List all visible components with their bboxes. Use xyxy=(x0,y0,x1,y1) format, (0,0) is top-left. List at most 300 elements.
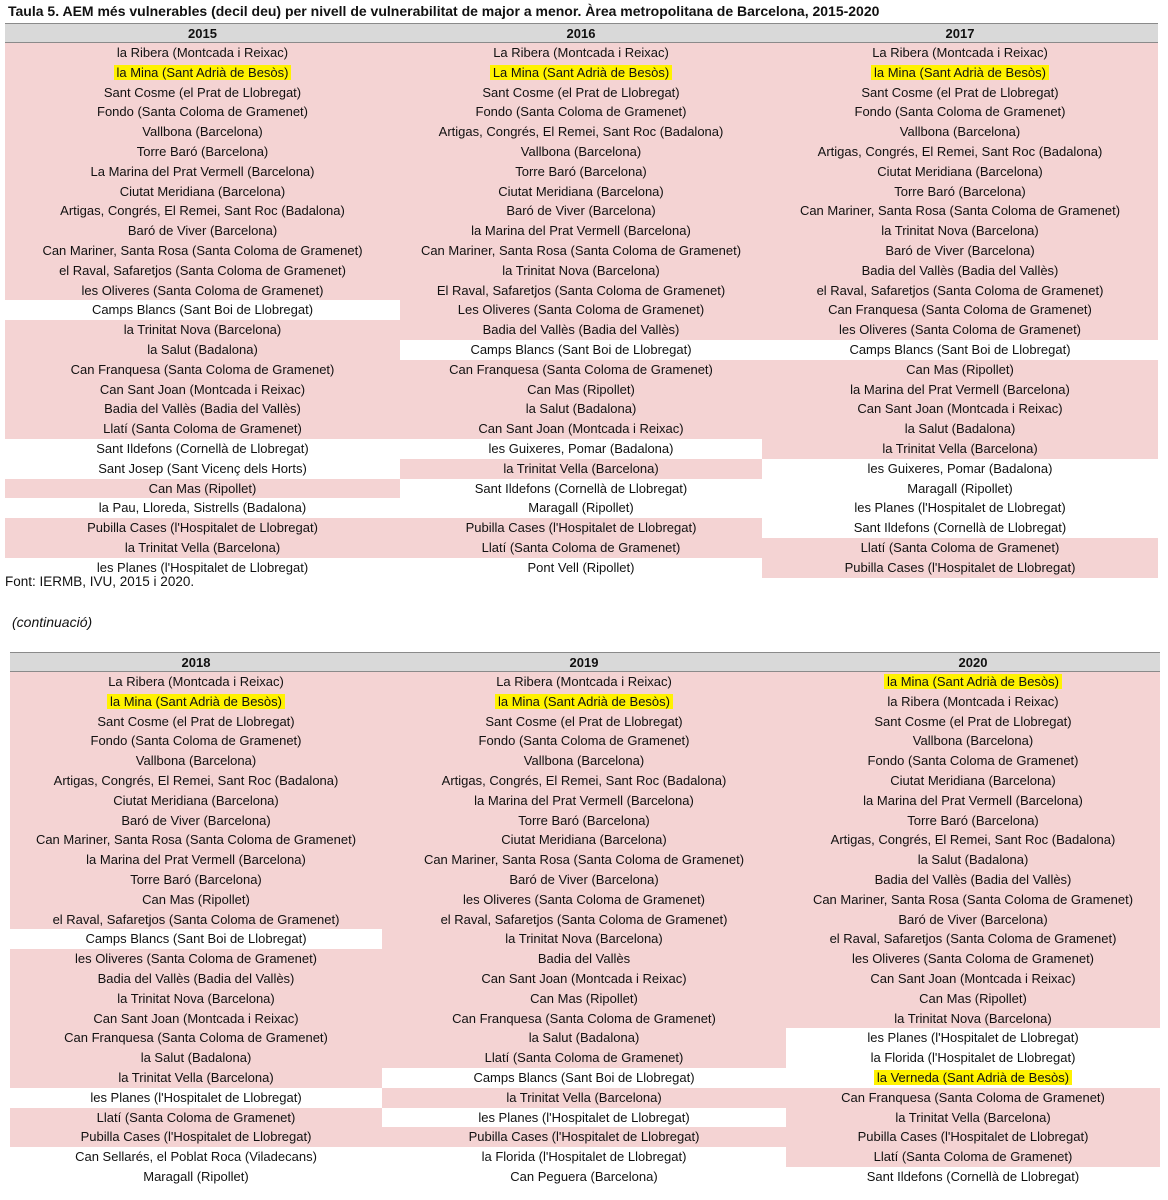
area-name: les Oliveres (Santa Coloma de Gramenet) xyxy=(74,951,318,967)
table-cell xyxy=(10,949,382,969)
area-name: Camps Blancs (Sant Boi de Llobregat) xyxy=(85,931,307,947)
highlighted-area-name: La Mina (Sant Adrià de Besòs) xyxy=(490,65,672,80)
table-cell xyxy=(10,910,382,930)
table-cell xyxy=(5,340,400,360)
table-cell xyxy=(10,830,382,850)
source-note: Font: IERMB, IVU, 2015 i 2020. xyxy=(5,574,195,589)
table-cell xyxy=(400,102,762,122)
area-name: Can Sant Joan (Montcada i Reixac) xyxy=(481,970,687,986)
area-name: Ciutat Meridiana (Barcelona) xyxy=(119,183,286,199)
area-name: la Salut (Badalona) xyxy=(917,852,1029,868)
area-name: Camps Blancs (Sant Boi de Llobregat) xyxy=(470,341,692,357)
table-cell xyxy=(382,1147,786,1167)
table-cell xyxy=(786,890,1160,910)
area-name: Pubilla Cases (l'Hospitalet de Llobregat) xyxy=(857,1129,1089,1145)
table-cell xyxy=(786,692,1160,712)
area-name: Fondo (Santa Coloma de Gramenet) xyxy=(475,104,687,120)
table-cell xyxy=(382,811,786,831)
area-name: Can Franquesa (Santa Coloma de Gramenet) xyxy=(70,361,335,377)
table-cell xyxy=(382,1048,786,1068)
table-cell xyxy=(762,399,1158,419)
table-cell xyxy=(10,1108,382,1128)
area-name: El Raval, Safaretjos (Santa Coloma de Gramenet) xyxy=(436,282,726,298)
area-name: el Raval, Safaretjos (Santa Coloma de Gramenet) xyxy=(816,282,1104,298)
table-cell xyxy=(10,850,382,870)
area-name: La Ribera (Montcada i Reixac) xyxy=(872,45,1048,60)
table-cell xyxy=(762,340,1158,360)
table-cell xyxy=(382,949,786,969)
table-cell xyxy=(382,870,786,890)
table-cell xyxy=(786,870,1160,890)
table-cell xyxy=(5,518,400,538)
table-cell xyxy=(762,538,1158,558)
area-name: la Trinitat Nova (Barcelona) xyxy=(502,262,660,278)
area-name: Can Peguera (Barcelona) xyxy=(510,1168,658,1184)
table-cell xyxy=(786,1147,1160,1167)
area-name: Badia del Vallès (Badia del Vallès) xyxy=(874,871,1072,887)
area-name: Badia del Vallès (Badia del Vallès) xyxy=(482,322,680,338)
table-cell xyxy=(786,1048,1160,1068)
area-name: la Marina del Prat Vermell (Barcelona) xyxy=(471,223,691,239)
column-header-2017: 2017 xyxy=(762,23,1158,43)
column-header-2015: 2015 xyxy=(5,23,400,43)
table-cell xyxy=(786,731,1160,751)
table-cell xyxy=(762,320,1158,340)
table-cell xyxy=(762,479,1158,499)
area-name: Baró de Viver (Barcelona) xyxy=(506,203,656,219)
area-name: Can Mariner, Santa Rosa (Santa Coloma de Gramenet) xyxy=(420,242,742,258)
table-cell xyxy=(5,201,400,221)
area-name: Sant Cosme (el Prat de Llobregat) xyxy=(874,713,1072,729)
area-name: les Guixeres, Pomar (Badalona) xyxy=(867,460,1053,476)
area-name: Torre Baró (Barcelona) xyxy=(136,143,269,159)
table-cell xyxy=(762,360,1158,380)
area-name: les Planes (l'Hospitalet de Llobregat) xyxy=(90,1089,302,1105)
area-name: la Florida (l'Hospitalet de Llobregat) xyxy=(870,1050,1076,1066)
area-name: Camps Blancs (Sant Boi de Llobregat) xyxy=(91,302,314,318)
column-header-2018: 2018 xyxy=(10,652,382,672)
table-cell xyxy=(10,712,382,732)
table-cell xyxy=(786,712,1160,732)
table-cell xyxy=(5,459,400,479)
table-cell xyxy=(400,459,762,479)
area-name: Baró de Viver (Barcelona) xyxy=(885,242,1035,258)
area-name: la Trinitat Vella (Barcelona) xyxy=(124,539,281,555)
table-cell xyxy=(400,162,762,182)
table-cell xyxy=(400,122,762,142)
table-cell xyxy=(10,731,382,751)
column-2016 xyxy=(400,23,762,578)
vulnerability-table-2018-2020 xyxy=(10,652,1160,1187)
area-name: Pubilla Cases (l'Hospitalet de Llobregat) xyxy=(80,1129,312,1145)
area-name: Sant Cosme (el Prat de Llobregat) xyxy=(485,713,683,729)
area-name: les Guixeres, Pomar (Badalona) xyxy=(488,440,674,456)
table-cell xyxy=(400,399,762,419)
table-cell xyxy=(762,558,1158,578)
table-cell xyxy=(400,261,762,281)
area-name: Artigas, Congrés, El Remei, Sant Roc (Badalona) xyxy=(438,124,724,140)
table-cell xyxy=(10,771,382,791)
table-cell xyxy=(762,439,1158,459)
area-name: Can Franquesa (Santa Coloma de Gramenet) xyxy=(452,1010,716,1026)
area-name: Pubilla Cases (l'Hospitalet de Llobregat) xyxy=(468,1129,700,1145)
table-cell xyxy=(5,538,400,558)
table-cell xyxy=(762,281,1158,301)
area-name: les Planes (l'Hospitalet de Llobregat) xyxy=(854,500,1066,516)
table-cell xyxy=(5,102,400,122)
area-name: La Ribera (Montcada i Reixac) xyxy=(496,674,672,689)
area-name: Sant Josep (Sant Vicenç dels Horts) xyxy=(98,460,307,476)
area-name: Can Mariner, Santa Rosa (Santa Coloma de Gramenet) xyxy=(42,242,363,258)
area-name: Llatí (Santa Coloma de Gramenet) xyxy=(96,1109,296,1125)
table-cell xyxy=(786,1127,1160,1147)
continuation-label: (continuació) xyxy=(12,614,93,630)
area-name: Maragall (Ripollet) xyxy=(143,1168,249,1184)
table-cell xyxy=(786,929,1160,949)
area-name: Llatí (Santa Coloma de Gramenet) xyxy=(103,421,302,437)
table-cell xyxy=(382,1068,786,1088)
table-cell xyxy=(762,518,1158,538)
table-cell xyxy=(400,221,762,241)
area-name: Ciutat Meridiana (Barcelona) xyxy=(890,772,1056,788)
table-cell xyxy=(400,63,762,83)
area-name: Can Sant Joan (Montcada i Reixac) xyxy=(93,1010,299,1026)
area-name: Torre Baró (Barcelona) xyxy=(130,871,262,887)
area-name: Badia del Vallès (Badia del Vallès) xyxy=(861,262,1059,278)
table-cell xyxy=(400,43,762,63)
table-cell xyxy=(5,300,400,320)
column-2018 xyxy=(10,652,382,1187)
area-name: Llatí (Santa Coloma de Gramenet) xyxy=(481,539,681,555)
table-cell xyxy=(762,122,1158,142)
area-name: La Marina del Prat Vermell (Barcelona) xyxy=(90,163,315,179)
area-name: la Salut (Badalona) xyxy=(525,401,637,417)
table-cell xyxy=(400,300,762,320)
table-cell xyxy=(786,850,1160,870)
area-name: les Oliveres (Santa Coloma de Gramenet) xyxy=(851,951,1095,967)
area-name: Llatí (Santa Coloma de Gramenet) xyxy=(860,539,1060,555)
area-name: Vallbona (Barcelona) xyxy=(523,753,645,769)
area-name: Les Oliveres (Santa Coloma de Gramenet) xyxy=(457,302,705,318)
table-cell xyxy=(400,439,762,459)
area-name: Can Mas (Ripollet) xyxy=(148,480,257,496)
table-cell xyxy=(5,83,400,103)
table-cell xyxy=(10,890,382,910)
table-cell xyxy=(10,929,382,949)
table-cell xyxy=(10,1048,382,1068)
table-cell xyxy=(786,751,1160,771)
table-cell xyxy=(382,1088,786,1108)
area-name: Artigas, Congrés, El Remei, Sant Roc (Badalona) xyxy=(441,772,727,788)
table-cell xyxy=(10,989,382,1009)
area-name: Can Franquesa (Santa Coloma de Gramenet) xyxy=(841,1089,1105,1105)
table-cell xyxy=(762,162,1158,182)
table-cell xyxy=(786,791,1160,811)
highlighted-area-name: la Mina (Sant Adrià de Besòs) xyxy=(107,694,285,709)
table-cell xyxy=(10,870,382,890)
area-name: la Trinitat Nova (Barcelona) xyxy=(881,223,1039,239)
area-name: Ciutat Meridiana (Barcelona) xyxy=(501,832,667,848)
table-cell xyxy=(786,969,1160,989)
area-name: les Oliveres (Santa Coloma de Gramenet) xyxy=(462,891,706,907)
area-name: Can Franquesa (Santa Coloma de Gramenet) xyxy=(828,302,1092,318)
table-cell xyxy=(5,182,400,202)
table-cell xyxy=(5,241,400,261)
table-cell xyxy=(382,1167,786,1187)
area-name: Artigas, Congrés, El Remei, Sant Roc (Badalona) xyxy=(830,832,1116,848)
area-name: Ciutat Meridiana (Barcelona) xyxy=(113,792,279,808)
area-name: Ciutat Meridiana (Barcelona) xyxy=(877,163,1043,179)
table-cell xyxy=(10,1167,382,1187)
table-cell xyxy=(762,300,1158,320)
area-name: la Trinitat Nova (Barcelona) xyxy=(505,931,663,947)
area-name: Llatí (Santa Coloma de Gramenet) xyxy=(873,1149,1073,1165)
column-header-2020: 2020 xyxy=(786,652,1160,672)
table-cell xyxy=(10,1127,382,1147)
area-name: el Raval, Safaretjos (Santa Coloma de Gramenet) xyxy=(52,911,340,927)
area-name: Vallbona (Barcelona) xyxy=(142,124,263,140)
table-cell xyxy=(5,142,400,162)
area-name: Badia del Vallès (Badia del Vallès) xyxy=(104,401,301,417)
table-cell xyxy=(400,241,762,261)
area-name: Camps Blancs (Sant Boi de Llobregat) xyxy=(473,1069,695,1085)
area-name: la Salut (Badalona) xyxy=(528,1030,640,1046)
column-2020 xyxy=(786,652,1160,1187)
table-cell xyxy=(5,399,400,419)
table-cell xyxy=(786,1009,1160,1029)
area-name: Can Mariner, Santa Rosa (Santa Coloma de Gramenet) xyxy=(423,852,745,868)
area-name: la Salut (Badalona) xyxy=(904,421,1016,437)
area-name: Sant Ildefons (Cornellà de Llobregat) xyxy=(474,480,688,496)
table-cell xyxy=(382,910,786,930)
table-cell xyxy=(762,63,1158,83)
table-cell xyxy=(762,221,1158,241)
table-cell xyxy=(10,791,382,811)
area-name: La Ribera (Montcada i Reixac) xyxy=(493,45,669,60)
area-name: Artigas, Congrés, El Remei, Sant Roc (Badalona) xyxy=(60,203,345,219)
area-name: la Trinitat Nova (Barcelona) xyxy=(894,1010,1052,1026)
table-cell xyxy=(786,1167,1160,1187)
table-cell xyxy=(400,479,762,499)
highlighted-area-name: la Verneda (Sant Adrià de Besòs) xyxy=(874,1070,1072,1085)
highlighted-area-name: la Mina (Sant Adrià de Besòs) xyxy=(884,674,1062,689)
area-name: Maragall (Ripollet) xyxy=(528,500,634,516)
area-name: Artigas, Congrés, El Remei, Sant Roc (Badalona) xyxy=(53,772,339,788)
table-cell xyxy=(762,241,1158,261)
area-name: Can Mariner, Santa Rosa (Santa Coloma de Gramenet) xyxy=(812,891,1134,907)
area-name: la Marina del Prat Vermell (Barcelona) xyxy=(863,792,1083,808)
area-name: Torre Baró (Barcelona) xyxy=(518,812,650,828)
table-cell xyxy=(10,969,382,989)
area-name: Can Mariner, Santa Rosa (Santa Coloma de Gramenet) xyxy=(799,203,1121,219)
table-cell xyxy=(762,142,1158,162)
area-name: Fondo (Santa Coloma de Gramenet) xyxy=(97,104,308,120)
column-header-2016: 2016 xyxy=(400,23,762,43)
area-name: Baró de Viver (Barcelona) xyxy=(509,871,659,887)
area-name: Ciutat Meridiana (Barcelona) xyxy=(498,183,664,199)
table-cell xyxy=(5,122,400,142)
area-name: Sant Cosme (el Prat de Llobregat) xyxy=(103,84,302,100)
table-cell xyxy=(382,929,786,949)
highlighted-area-name: la Mina (Sant Adrià de Besòs) xyxy=(114,65,292,80)
table-cell xyxy=(382,850,786,870)
area-name: Sant Ildefons (Cornellà de Llobregat) xyxy=(96,440,309,456)
table-title: Taula 5. AEM més vulnerables (decil deu) per nivell de vulnerabilitat de major a menor. Àrea metropolitana de Barcelona, 2015-2020 xyxy=(8,3,880,19)
table-cell xyxy=(786,1088,1160,1108)
column-2017 xyxy=(762,23,1158,578)
area-name: la Marina del Prat Vermell (Barcelona) xyxy=(474,792,694,808)
table-cell xyxy=(382,1028,786,1048)
table-cell xyxy=(382,791,786,811)
table-cell xyxy=(382,1127,786,1147)
table-cell xyxy=(400,360,762,380)
table-cell xyxy=(5,63,400,83)
area-name: Baró de Viver (Barcelona) xyxy=(898,911,1048,927)
table-cell xyxy=(762,102,1158,122)
area-name: Sant Ildefons (Cornellà de Llobregat) xyxy=(853,520,1067,536)
area-name: la Pau, Lloreda, Sistrells (Badalona) xyxy=(98,500,307,516)
area-name: Can Mas (Ripollet) xyxy=(906,361,1014,377)
table-cell xyxy=(382,672,786,692)
table-cell xyxy=(382,751,786,771)
area-name: Can Mas (Ripollet) xyxy=(527,381,635,397)
table-cell xyxy=(786,811,1160,831)
table-cell xyxy=(786,949,1160,969)
area-name: Fondo (Santa Coloma de Gramenet) xyxy=(854,104,1066,120)
table-cell xyxy=(400,320,762,340)
area-name: Sant Cosme (el Prat de Llobregat) xyxy=(482,84,680,100)
area-name: Sant Ildefons (Cornellà de Llobregat) xyxy=(866,1168,1080,1184)
table-cell xyxy=(400,340,762,360)
area-name: Can Sant Joan (Montcada i Reixac) xyxy=(870,970,1076,986)
table-cell xyxy=(382,890,786,910)
area-name: la Trinitat Vella (Barcelona) xyxy=(882,440,1038,456)
area-name: el Raval, Safaretjos (Santa Coloma de Gramenet) xyxy=(59,262,346,278)
table-cell xyxy=(5,498,400,518)
area-name: Can Sant Joan (Montcada i Reixac) xyxy=(99,381,306,397)
area-name: les Planes (l'Hospitalet de Llobregat) xyxy=(478,1109,690,1125)
area-name: Pubilla Cases (l'Hospitalet de Llobregat) xyxy=(465,520,697,536)
highlighted-area-name: la Mina (Sant Adrià de Besòs) xyxy=(871,65,1049,80)
table-cell xyxy=(762,419,1158,439)
area-name: Can Mariner, Santa Rosa (Santa Coloma de Gramenet) xyxy=(35,832,357,848)
area-name: la Trinitat Nova (Barcelona) xyxy=(117,990,275,1006)
table-cell xyxy=(5,221,400,241)
area-name: Pubilla Cases (l'Hospitalet de Llobregat) xyxy=(87,520,318,536)
area-name: Sant Cosme (el Prat de Llobregat) xyxy=(97,713,295,729)
area-name: Badia del Vallès xyxy=(537,951,631,967)
area-name: Can Franquesa (Santa Coloma de Gramenet) xyxy=(64,1030,328,1046)
table-cell xyxy=(10,1147,382,1167)
area-name: les Oliveres (Santa Coloma de Gramenet) xyxy=(81,282,324,298)
table-cell xyxy=(762,459,1158,479)
table-cell xyxy=(382,712,786,732)
area-name: les Planes (l'Hospitalet de Llobregat) xyxy=(867,1030,1079,1046)
area-name: el Raval, Safaretjos (Santa Coloma de Gramenet) xyxy=(440,911,728,927)
area-name: la Marina del Prat Vermell (Barcelona) xyxy=(850,381,1070,397)
table-cell xyxy=(786,771,1160,791)
table-cell xyxy=(5,419,400,439)
table-cell xyxy=(762,261,1158,281)
table-cell xyxy=(400,83,762,103)
table-cell xyxy=(5,439,400,459)
area-name: Can Franquesa (Santa Coloma de Gramenet) xyxy=(449,361,713,377)
table-cell xyxy=(5,162,400,182)
table-cell xyxy=(10,672,382,692)
area-name: la Trinitat Vella (Barcelona) xyxy=(118,1069,274,1085)
table-cell xyxy=(400,380,762,400)
table-cell xyxy=(10,1028,382,1048)
table-cell xyxy=(382,969,786,989)
area-name: la Trinitat Vella (Barcelona) xyxy=(506,1089,662,1105)
table-cell xyxy=(10,751,382,771)
highlighted-area-name: la Mina (Sant Adrià de Besòs) xyxy=(495,694,673,709)
table-cell xyxy=(382,830,786,850)
column-2015 xyxy=(5,23,400,578)
table-cell xyxy=(5,360,400,380)
area-name: Vallbona (Barcelona) xyxy=(912,733,1034,749)
area-name: Camps Blancs (Sant Boi de Llobregat) xyxy=(849,341,1071,357)
area-name: Fondo (Santa Coloma de Gramenet) xyxy=(90,733,302,749)
table-cell xyxy=(10,1088,382,1108)
area-name: les Oliveres (Santa Coloma de Gramenet) xyxy=(838,322,1082,338)
area-name: la Florida (l'Hospitalet de Llobregat) xyxy=(481,1149,687,1165)
area-name: la Ribera (Montcada i Reixac) xyxy=(116,45,289,60)
area-name: la Salut (Badalona) xyxy=(147,341,258,357)
area-name: Torre Baró (Barcelona) xyxy=(894,183,1026,199)
table-cell xyxy=(762,182,1158,202)
table-cell xyxy=(786,830,1160,850)
area-name: Sant Cosme (el Prat de Llobregat) xyxy=(861,84,1059,100)
table-cell xyxy=(5,43,400,63)
table-cell xyxy=(10,1068,382,1088)
area-name: Baró de Viver (Barcelona) xyxy=(127,223,278,239)
area-name: la Salut (Badalona) xyxy=(140,1050,252,1066)
area-name: Vallbona (Barcelona) xyxy=(899,124,1021,140)
area-name: Baró de Viver (Barcelona) xyxy=(121,812,271,828)
area-name: Llatí (Santa Coloma de Gramenet) xyxy=(484,1050,684,1066)
table-cell xyxy=(400,498,762,518)
area-name: Can Sant Joan (Montcada i Reixac) xyxy=(478,421,684,437)
table-cell xyxy=(762,201,1158,221)
table-cell xyxy=(400,419,762,439)
area-name: les Planes (l'Hospitalet de Llobregat) xyxy=(96,559,309,575)
area-name: Artigas, Congrés, El Remei, Sant Roc (Badalona) xyxy=(817,143,1103,159)
area-name: Fondo (Santa Coloma de Gramenet) xyxy=(478,733,690,749)
table-cell xyxy=(762,43,1158,63)
table-cell xyxy=(382,771,786,791)
table-cell xyxy=(5,261,400,281)
table-cell xyxy=(400,142,762,162)
table-cell xyxy=(10,692,382,712)
area-name: Maragall (Ripollet) xyxy=(907,480,1013,496)
table-cell xyxy=(786,910,1160,930)
table-cell xyxy=(786,672,1160,692)
table-cell xyxy=(382,1108,786,1128)
column-2019 xyxy=(382,652,786,1187)
table-cell xyxy=(762,83,1158,103)
area-name: la Trinitat Nova (Barcelona) xyxy=(123,322,282,338)
area-name: Can Sellarés, el Poblat Roca (Viladecans) xyxy=(75,1149,317,1165)
area-name: el Raval, Safaretjos (Santa Coloma de Gramenet) xyxy=(829,931,1117,947)
vulnerability-table-2015-2017 xyxy=(5,23,1158,578)
area-name: Can Mas (Ripollet) xyxy=(530,990,638,1006)
table-cell xyxy=(400,558,762,578)
area-name: la Trinitat Vella (Barcelona) xyxy=(503,460,659,476)
table-cell xyxy=(786,1028,1160,1048)
table-cell xyxy=(10,1009,382,1029)
table-cell xyxy=(786,1068,1160,1088)
